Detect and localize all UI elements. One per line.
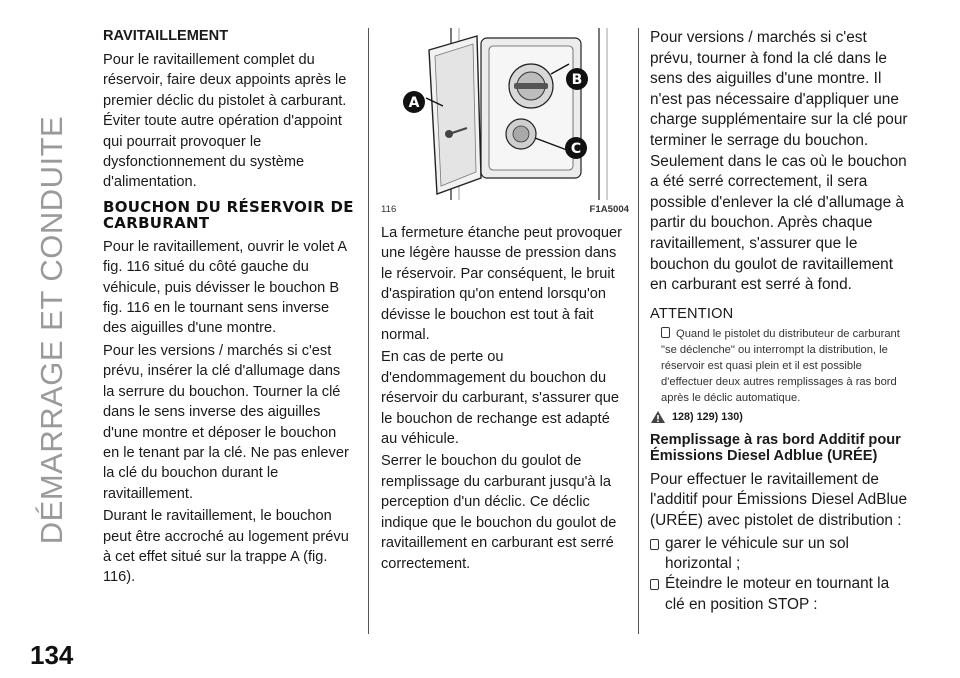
figure-code: F1A5004 [589, 204, 629, 215]
figure-fuel-flap [381, 28, 629, 200]
callout-a-label: A [408, 95, 420, 111]
callout-c-label: C [570, 141, 582, 157]
paragraph: Durant le ravitaillement, le bouchon peut être accroché au logement prévu à cet effet situé sur la trappe A (fig. 116). [103, 508, 349, 586]
paragraph: En cas de perte ou d'endommagement du bouchon du réservoir du carburant, s'assurer que le bouchon de rechange est adapté au véhicule. [381, 349, 620, 448]
paragraph: Serrer le bouchon du goulot de remplissage du carburant jusqu'à la perception d'un déclic. Ce déclic indique que le bouchon du goulot de ravitaillement en carburant est serré correctement. [381, 453, 617, 572]
page-number: 134 [30, 640, 74, 670]
section-heading-adblue: Remplissage à ras bord Additif pour Émissions Diesel Adblue (URÉE) [650, 431, 901, 464]
column-3 [650, 28, 912, 615]
column-1 [103, 28, 355, 590]
list-item [650, 574, 912, 615]
attention-note-text: Quand le pistolet du distributeur de carburant "se déclenche" ou interrompt la distribution, le réservoir est quasi plein et il est possible d'effectuer deux autres remplissages à ras bord après le déclic automatique. [661, 327, 900, 404]
column-2 [381, 28, 629, 576]
bullet-box-icon [650, 579, 659, 590]
list-item-text: garer le véhicule sur un sol horizontal ; [665, 534, 849, 572]
fuel-flap-illustration [381, 28, 629, 200]
callout-c [565, 137, 587, 159]
paragraph: Pour effectuer le ravitaillement de l'additif pour Émissions Diesel AdBlue (URÉE) avec pistolet de distribution : [650, 470, 908, 529]
column-divider [638, 28, 639, 634]
warning-triangle-icon [650, 410, 666, 424]
callout-b-label: B [571, 72, 583, 88]
chapter-side-title: DÉMARRAGE ET CONDUITE [34, 115, 69, 545]
section-heading-ravitaillement: RAVITAILLEMENT [103, 28, 229, 44]
paragraph: Pour versions / marchés si c'est prévu, tourner à fond la clé dans le sens des aiguilles d'une montre. Il n'est pas nécessaire d'appliquer une charge supplémentaire sur la clé pour terminer le serrage du bouchon. Seulement dans le cas où le bouchon a été serré correctement, il sera possible d'enlever la clé d'allumage à partir du bouchon. Après chaque ravitaillement, s'assurer que le bouchon du goulot de ravitaillement en carburant est serré à fond. [650, 29, 908, 294]
bullet-box-icon [650, 539, 659, 550]
warning-reference-numbers: 128) 129) 130) [672, 410, 743, 423]
figure-number: 116 [381, 204, 397, 215]
figure-caption [381, 204, 629, 215]
bullet-box-icon [661, 327, 670, 338]
paragraph: Pour le ravitaillement complet du réservoir, faire deux appoints après le premier déclic du pistolet à carburant. Éviter toute autre opération d'appoint qui pourrait provoquer le dysfonctionnement du système d'alimentation. [103, 52, 347, 191]
callout-b [566, 68, 588, 90]
paragraph: Pour les versions / marchés si c'est prévu, insérer la clé d'allumage dans la serrure du bouchon. Tourner la clé dans le sens inverse des aiguilles d'une montre et déposer le bouchon en le tenant par la clé. Ne pas enlever la clé du bouchon durant le ravitaillement. [103, 342, 349, 502]
list-item [650, 534, 912, 575]
attention-note [661, 326, 912, 406]
paragraph: La fermeture étanche peut provoquer une légère hausse de pression dans le réservoir. Par conséquent, le bruit d'aspiration qu'on entend lorsqu'on dévisse le bouchon est tout à fait normal. [381, 225, 622, 344]
warning-references [650, 410, 912, 424]
list-item-text: Éteindre le moteur en tournant la clé en position STOP : [665, 575, 890, 613]
paragraph: Pour le ravitaillement, ouvrir le volet A fig. 116 situé du côté gauche du véhicule, puis dévisser le bouchon B fig. 116 en le tournant sens inverse des aiguilles d'une montre. [103, 238, 347, 337]
callout-a [403, 91, 425, 113]
attention-label: ATTENTION [650, 305, 734, 322]
section-heading-bouchon: BOUCHON DU RÉSERVOIR DE CARBURANT [103, 197, 354, 232]
column-divider [368, 28, 369, 634]
